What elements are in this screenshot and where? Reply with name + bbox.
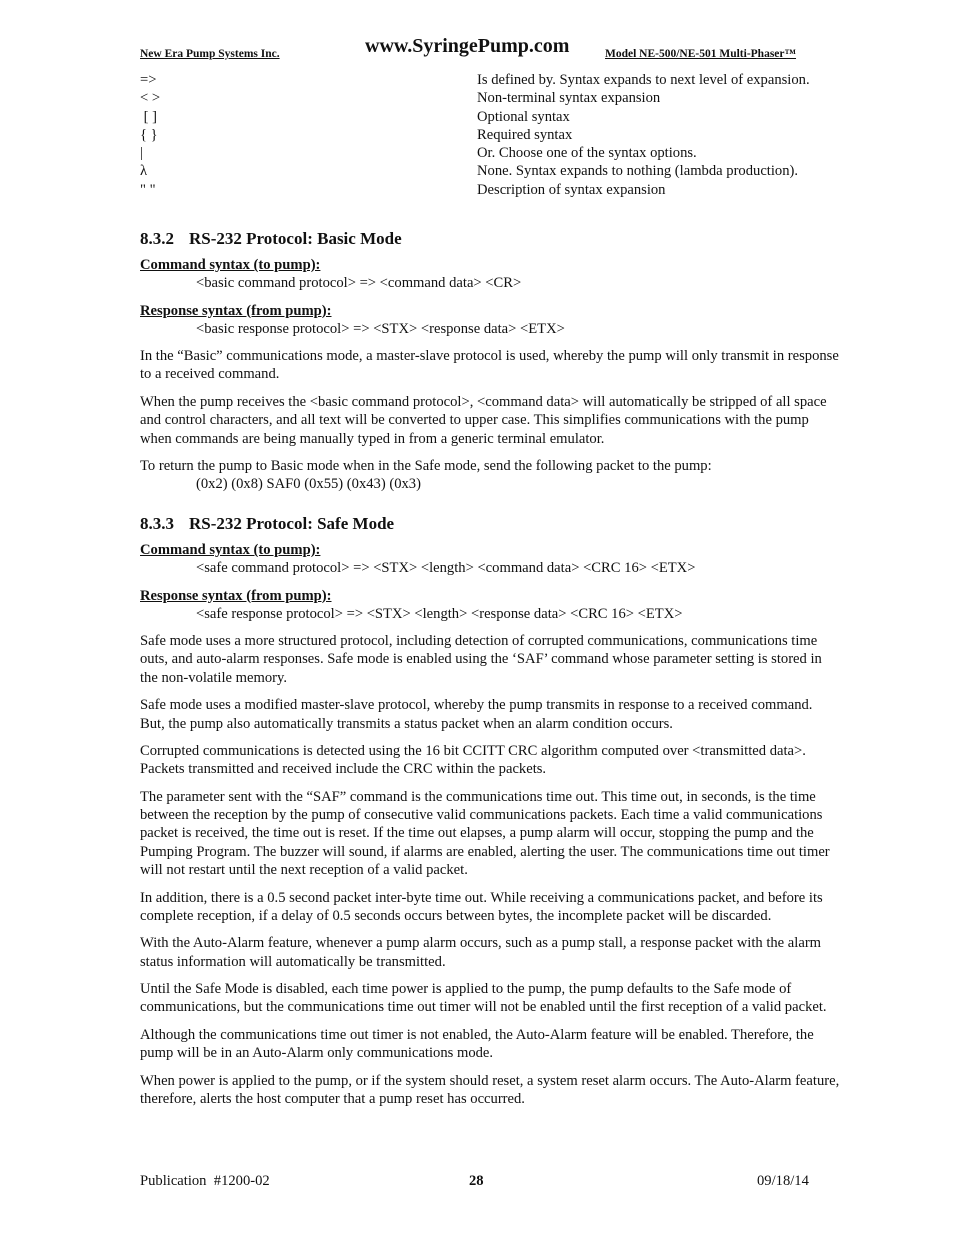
- paragraph: Until the Safe Mode is disabled, each time power is applied to the pump, the pump defaults to the Safe mode of communications, but the communications time out timer will not be enabled until the first reception of a valid packet.: [140, 981, 827, 1016]
- footer-publication: Publication #1200-02: [140, 1173, 270, 1189]
- legend-row: [140, 181, 840, 199]
- header-model: Model NE-500/NE-501 Multi-Phaser™: [605, 48, 797, 60]
- legend-row: [140, 144, 840, 162]
- legend-row: [140, 108, 840, 126]
- legend-description: Optional syntax: [477, 108, 570, 125]
- paragraph: With the Auto-Alarm feature, whenever a pump alarm occurs, such as a pump stall, a response packet with the alarm status information will automatically be transmitted.: [140, 935, 822, 970]
- legend-description: Or. Choose one of the syntax options.: [477, 145, 697, 162]
- response-syntax-label: Response syntax (from pump):: [140, 587, 332, 604]
- paragraph: In the “Basic” communications mode, a master-slave protocol is used, whereby the pump will only transmit in response to a received command.: [140, 348, 839, 383]
- section-title: RS-232 Protocol: Basic Mode: [189, 229, 402, 248]
- section-heading-basic-mode: [140, 229, 402, 249]
- footer-date: 09/18/14: [757, 1173, 809, 1189]
- syntax-legend: [140, 71, 840, 199]
- legend-symbol: |: [140, 145, 143, 162]
- header-website: www.SyringePump.com: [365, 35, 570, 57]
- response-syntax: <safe response protocol> => <STX> <length> <response data> <CRC 16> <ETX>: [196, 605, 683, 622]
- safe-mode-content: [140, 541, 840, 1117]
- legend-symbol: < >: [140, 90, 161, 107]
- legend-row: [140, 162, 840, 180]
- legend-row: [140, 71, 840, 89]
- legend-symbol: { }: [140, 126, 158, 143]
- footer-page-number: 28: [469, 1173, 484, 1189]
- legend-symbol: =>: [140, 72, 157, 88]
- legend-description: Non-terminal syntax expansion: [477, 90, 661, 107]
- command-syntax: <safe command protocol> => <STX> <length> <command data> <CRC 16> <ETX>: [196, 560, 696, 577]
- legend-description: None. Syntax expands to nothing (lambda production).: [477, 163, 799, 180]
- section-title: RS-232 Protocol: Safe Mode: [189, 514, 395, 533]
- legend-symbol: λ: [140, 163, 148, 180]
- section-heading-safe-mode: [140, 514, 394, 534]
- legend-row: [140, 89, 840, 107]
- response-syntax: <basic response protocol> => <STX> <response data> <ETX>: [196, 320, 565, 337]
- legend-description: Required syntax: [477, 126, 573, 143]
- paragraph: When power is applied to the pump, or if the system should reset, a system reset alarm occurs. The Auto-Alarm feature, therefore, alerts the host computer that a pump reset has occurred.: [140, 1072, 840, 1107]
- paragraph: Safe mode uses a modified master-slave protocol, whereby the pump transmits in response to a received command. But, the pump also automatically transmits a status packet when an alarm condition occurs.: [140, 697, 813, 732]
- paragraph: The parameter sent with the “SAF” command is the communications time out. This time out, in seconds, is the time between the reception by the pump of consecutive valid communications packets. Each time a valid communications packet is received, the time out is reset. If the time out elapses, a pump alarm will occur, stopping the pump and the Pumping Program. The buzzer will sound, if alarms are enabled, alerting the user. The communications time out timer will not restart until the next reception of a valid packet.: [140, 788, 830, 879]
- paragraph: Corrupted communications is detected using the 16 bit CCITT CRC algorithm computed over <transmitted data>. Packets transmitted and received include the CRC within the packets.: [140, 743, 806, 778]
- command-syntax-label: Command syntax (to pump):: [140, 542, 321, 558]
- response-syntax-label: Response syntax (from pump):: [140, 302, 332, 319]
- paragraph: Safe mode uses a more structured protocol, including detection of corrupted communications, communications time outs, and auto-alarm responses. Safe mode is enabled using the ‘SAF’ command whose parameter setting is stored in the non-volatile memory.: [140, 633, 822, 686]
- section-number: 8.3.3: [140, 514, 174, 533]
- paragraph: When the pump receives the <basic command protocol>, <command data> will automatically be stripped of all space and control characters, and all text will be converted to upper case. This simplifies communications with the pump when commands are being manually typed in from a generic terminal emulator.: [140, 393, 827, 447]
- paragraph: Although the communications time out timer is not enabled, the Auto-Alarm feature will be enabled. Therefore, the pump will be in an Auto-Alarm only communications mode.: [140, 1026, 814, 1062]
- legend-description: Is defined by. Syntax expands to next level of expansion.: [477, 72, 810, 88]
- legend-row: [140, 126, 840, 144]
- paragraph: In addition, there is a 0.5 second packet inter-byte time out. While receiving a communications packet, and before its complete reception, if a delay of 0.5 seconds occurs between bytes, the incomplete packet will be discarded.: [140, 889, 823, 924]
- legend-description: Description of syntax expansion: [477, 181, 666, 198]
- header-company: New Era Pump Systems Inc.: [140, 48, 280, 60]
- packet-example: (0x2) (0x8) SAF0 (0x55) (0x43) (0x3): [196, 476, 421, 493]
- legend-symbol: " ": [140, 181, 156, 198]
- paragraph: To return the pump to Basic mode when in the Safe mode, send the following packet to the pump:: [140, 458, 712, 475]
- command-syntax-label: Command syntax (to pump):: [140, 257, 321, 273]
- basic-mode-content: [140, 256, 840, 494]
- section-number: 8.3.2: [140, 229, 174, 248]
- command-syntax: <basic command protocol> => <command data> <CR>: [196, 275, 522, 292]
- legend-symbol: [ ]: [140, 108, 158, 125]
